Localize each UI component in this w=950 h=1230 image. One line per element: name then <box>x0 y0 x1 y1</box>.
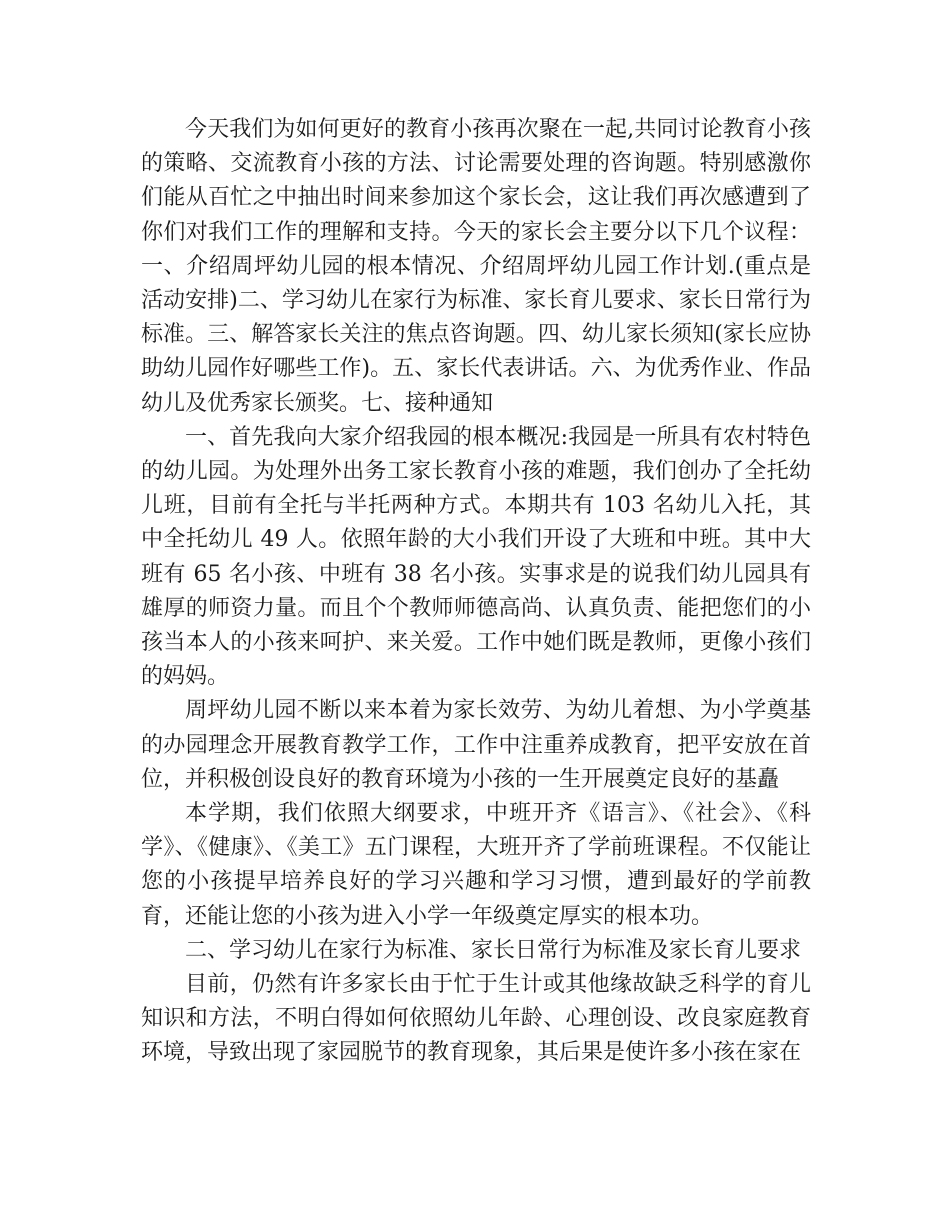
paragraph-semester-courses: 本学期，我们依照大纲要求，中班开齐《语言》、《社会》、《科学》、《健康》、《美工》五门课程，大班开齐了学前班课程。不仅能让您的小孩提早培养良好的学习兴趣和学习习惯，遭到最好的学前教育，还能让您的小孩为进入小学一年级奠定厚实的根本功。 <box>141 801 811 929</box>
paragraph-section-two-heading: 二、学习幼儿在家行为标准、家长日常行为标准及家长育儿要求 <box>185 937 802 963</box>
document-page <box>141 113 811 1071</box>
paragraph-education-philosophy: 周坪幼儿园不断以来本着为家长效劳、为幼儿着想、为小学奠基的办园理念开展教育教学工作，工作中注重养成教育，把平安放在首位，并积极创设良好的教育环境为小孩的一生开展奠定良好的基矗 <box>141 698 811 792</box>
paragraph-agenda-intro: 今天我们为如何更好的教育小孩再次聚在一起,共同讨论教育小孩的策略、交流教育小孩的方法、讨论需要处理的咨询题。特别感激你们能从百忙之中抽出时间来参加这个家长会，这让我们再次感遭到了你们对我们工作的理解和支持。今天的家长会主要分以下几个议程：一、介绍周坪幼儿园的根本情况、介绍周坪幼儿园工作计划.(重点是活动安排)二、学习幼儿在家行为标准、家长育儿要求、家长日常行为标准。三、解答家长关注的焦点咨询题。四、幼儿家长须知(家长应协助幼儿园作好哪些工作)。五、家长代表讲话。六、为优秀作业、作品幼儿及优秀家长颁奖。七、接种通知 <box>141 117 811 416</box>
paragraph-current-situation: 目前，仍然有许多家长由于忙于生计或其他缘故缺乏科学的育儿知识和方法，不明白得如何依照幼儿年龄、心理创设、改良家庭教育环境，导致出现了家园脱节的教育现象，其后果是使许多小孩在家在 <box>141 972 811 1066</box>
paragraph-kindergarten-overview: 一、首先我向大家介绍我园的根本概况:我园是一所具有农村特色的幼儿园。为处理外出务工家长教育小孩的难题，我们创办了全托幼儿班，目前有全托与半托两种方式。本期共有 103 名幼儿入托，其中全托幼儿 49 人。依照年龄的大小我们开设了大班和中班。其中大班有 65 名小孩、中班有 38 名小孩。实事求是的说我们幼儿园具有雄厚的师资力量。而且个个教师师德高尚、认真负责、能把您们的小孩当本人的小孩来呵护、来关爱。工作中她们既是教师，更像小孩们的妈妈。 <box>141 424 811 690</box>
